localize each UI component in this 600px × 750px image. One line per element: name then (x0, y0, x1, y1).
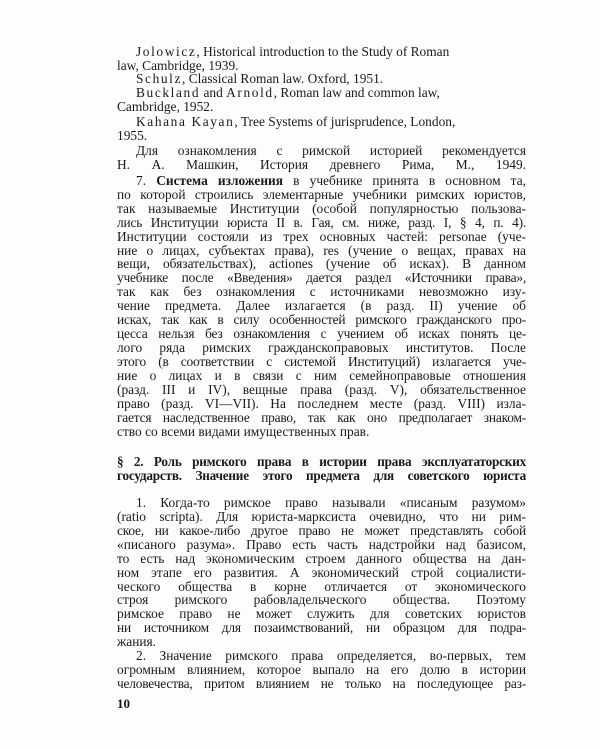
para1-line: (ratio scripta). Для юриста-марксиста очевидно, что ни рим- (117, 508, 526, 524)
para7-line: чение предмета. Далее излагается (в разд. II) учение об (117, 298, 526, 314)
para7-line: цесса нельзя без ознакомления с учением об исках понять це- (117, 326, 526, 341)
para7-line: учебнике после «Введения» дается раздел «Источники права», (117, 270, 526, 286)
para2-line: человечества, притом влиянием не только на последующее раз- (117, 676, 526, 691)
para1-line: ном этапе его развития. А экономический строй социалисти- (117, 564, 526, 580)
intro-note-line: Для ознакомления с римской историей рекомендуется (136, 143, 526, 159)
para1-line: «писаного разума». Право есть часть надстройки над базисом, (117, 536, 526, 552)
bib-text: , Roman law and common law, (273, 84, 440, 100)
para1-line: 1. Когда-то римское право называли «писаным разумом» (136, 494, 526, 510)
para7-line: право (разд. VI—VII). На последнем месте (разд. VIII) изла- (117, 395, 526, 411)
para7-line: так называемые Институции (особой популярностью пользова- (117, 200, 526, 216)
bib-author: Schulz (136, 71, 183, 86)
para7-line: исках, так как в силу особенностей римского гражданского про- (117, 312, 526, 328)
bib-author: Buckland (136, 84, 201, 100)
para1-line: то есть над экономическим строем данного общества на дан- (117, 550, 526, 566)
para7-line: по которой строились элементарные учебники римских юристов, (117, 186, 526, 202)
bib-author: Arnold (226, 84, 274, 100)
para7-line: лого ряда римских гражданскоправовых институтов. После (117, 340, 526, 355)
para7-line: ство со всеми видами имущественных прав. (117, 423, 370, 439)
bib-text: , Historical introduction to the Study of Roman (196, 44, 450, 59)
bib-entry-kahana-cont (117, 128, 526, 144)
bib-text: , Tree Systems of jurisprudence, London, (234, 113, 456, 129)
para1-line: ское, ни какое-либо другое право не может представлять собой (117, 522, 526, 538)
bib-author: Jolowicz (136, 44, 197, 59)
para7-heading: Система изложения (156, 172, 284, 188)
para7-line: Институции состояли из трех основных частей: personae (уче- (117, 228, 526, 244)
para7-line: лись Институции юриста II в. Гая, см. ниже, разд. I, § 4, п. 4). (117, 214, 526, 230)
bib-text: Cambridge, 1952. (117, 98, 214, 114)
para7-line: ние о лицах и в связи с ним семейноправовые отношения (117, 367, 526, 383)
para7-number: 7. (136, 172, 147, 188)
para1-line: римское право не может служить для советских юристов (117, 606, 526, 622)
bib-text: , Classical Roman law. Oxford, 1951. (182, 71, 384, 86)
para7-line: этого (в соответствии с системой Институций) излагается уче- (117, 353, 526, 369)
section-heading-line: государств. Значение этого предмета для советского юриста (117, 467, 526, 483)
para7-line: так как без ознакомления с источниками невозможно изу- (117, 284, 526, 300)
para1-line: ческого общества в корне отличается от экономического (117, 578, 526, 594)
para1-line: жания. (117, 634, 157, 650)
para7-line: гается наследственное право, так как оно предполагает знаком- (117, 409, 526, 425)
bib-author: Kahana Kayan (136, 113, 235, 129)
bib-text: law, Cambridge, 1939. (117, 57, 239, 73)
para2-line: 2. Значение римского права определяется, во-первых, тем (136, 648, 526, 664)
page-number: 10 (117, 696, 130, 711)
intro-note-line: Н. А. Машкин, История древнего Рима, М., 1949. (117, 157, 526, 173)
para7-line: ние о лицах, субъектах права), res (учение о вещах, правах на (117, 242, 526, 258)
bib-text: and (200, 84, 227, 100)
para7-text: в учебнике принята в основном та, (283, 172, 526, 188)
para7-line: вещи, обязательствах), actiones (учение об исках). В данном (117, 256, 526, 272)
para2-line: огромным влиянием, которое выпало на его долю в истории (117, 662, 526, 678)
bib-entry-buckland-cont (117, 99, 526, 115)
bib-text: 1955. (117, 127, 148, 143)
para1-line: строя римского рабовладельческого общества. Поэтому (117, 592, 526, 608)
section-heading-line: § 2. Роль римского права в истории права эксплуататорских (117, 454, 526, 469)
para1-line: ни источником для позаимствований, ни образцом для подра- (117, 620, 526, 636)
para7-line: (разд. III и IV), вещные права (разд. V), обязательственное (117, 381, 526, 397)
